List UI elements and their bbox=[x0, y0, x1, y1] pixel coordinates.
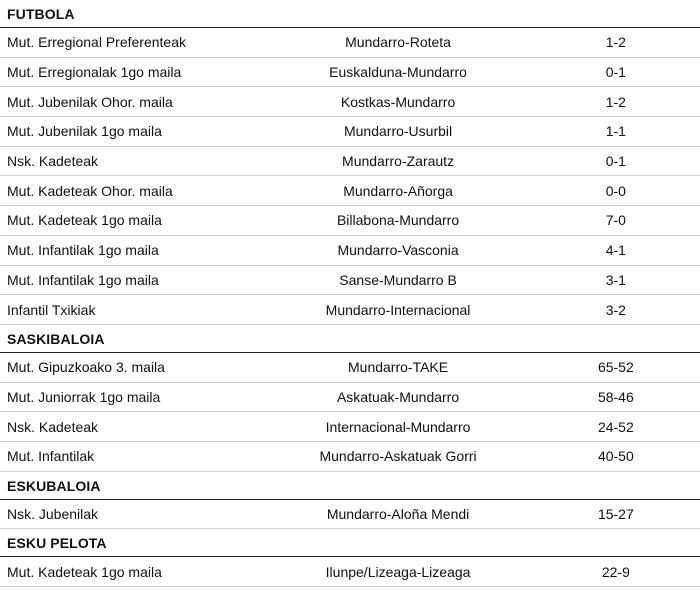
score-cell: 0-0 bbox=[605, 182, 626, 199]
table-row bbox=[0, 87, 700, 117]
match-cell: Mundarro-Askatuak Gorri bbox=[319, 448, 477, 465]
score-cell: 1-2 bbox=[605, 34, 626, 51]
category-cell: Infantil Txikiak bbox=[7, 301, 96, 318]
section-title: FUTBOLA bbox=[0, 0, 700, 28]
match-cell: Internacional-Mundarro bbox=[325, 418, 471, 435]
match-cell: Askatuak-Mundarro bbox=[336, 388, 460, 405]
category-cell: Mut. Infantilak bbox=[7, 448, 95, 465]
score-cell: 22-9 bbox=[601, 563, 630, 580]
section-eskubaloia bbox=[0, 472, 700, 530]
category-cell: Nsk. Jubenilak bbox=[7, 505, 99, 522]
section-title: ESKU PELOTA bbox=[0, 529, 700, 557]
score-cell: 40-50 bbox=[597, 448, 634, 465]
category-cell: Mut. Kadeteak 1go maila bbox=[7, 212, 162, 229]
table-row bbox=[0, 28, 700, 58]
match-cell: Mundarro-Vasconia bbox=[337, 242, 459, 259]
score-cell: 24-52 bbox=[597, 418, 634, 435]
category-cell: Mut. Jubenilak Ohor. maila bbox=[7, 93, 173, 110]
score-cell: 1-1 bbox=[605, 123, 626, 140]
category-cell: Mut. Juniorrak 1go maila bbox=[7, 388, 161, 405]
match-cell: Mundarro-Usurbil bbox=[343, 123, 453, 140]
match-cell: Mundarro-Roteta bbox=[345, 34, 451, 51]
table-row bbox=[0, 383, 700, 413]
match-cell: Billabona-Mundarro bbox=[336, 212, 460, 229]
section-saskibaloia bbox=[0, 325, 700, 472]
table-row bbox=[0, 295, 700, 325]
table-row bbox=[0, 412, 700, 442]
category-cell: Mut. Kadeteak Ohor. maila bbox=[7, 182, 173, 199]
table-row bbox=[0, 557, 700, 587]
score-cell: 1-2 bbox=[605, 93, 626, 110]
table-row bbox=[0, 442, 700, 472]
match-cell: Ilunpe/Lizeaga-Lizeaga bbox=[325, 563, 471, 580]
section-title: SASKIBALOIA bbox=[0, 325, 700, 353]
match-cell: Euskalduna-Mundarro bbox=[329, 64, 467, 81]
match-cell: Mundarro-Zarautz bbox=[342, 153, 455, 170]
category-cell: Mut. Gipuzkoako 3. maila bbox=[7, 359, 165, 376]
score-cell: 4-1 bbox=[605, 242, 626, 259]
score-cell: 65-52 bbox=[597, 359, 634, 376]
category-cell: Mut. Infantilak 1go maila bbox=[7, 271, 159, 288]
table-row bbox=[0, 147, 700, 177]
table-row bbox=[0, 353, 700, 383]
table-row bbox=[0, 236, 700, 266]
table-row bbox=[0, 266, 700, 296]
score-cell: 7-0 bbox=[605, 212, 626, 229]
category-cell: Mut. Erregional Preferenteak bbox=[7, 34, 186, 51]
score-cell: 0-1 bbox=[605, 153, 626, 170]
category-cell: Mut. Infantilak 1go maila bbox=[7, 242, 159, 259]
category-cell: Mut. Kadeteak 1go maila bbox=[7, 563, 162, 580]
category-cell: Nsk. Kadeteak bbox=[7, 153, 99, 170]
table-row bbox=[0, 206, 700, 236]
score-cell: 3-1 bbox=[605, 271, 626, 288]
category-cell: Mut. Erregionalak 1go maila bbox=[7, 64, 182, 81]
table-row bbox=[0, 176, 700, 206]
score-cell: 58-46 bbox=[597, 388, 634, 405]
match-cell: Sanse-Mundarro B bbox=[339, 271, 457, 288]
category-cell: Nsk. Kadeteak bbox=[7, 418, 99, 435]
category-cell: Mut. Jubenilak 1go maila bbox=[7, 123, 162, 140]
match-cell: Mundarro-Internacional bbox=[325, 301, 471, 318]
table-row bbox=[0, 500, 700, 530]
section-esku-pelota bbox=[0, 529, 700, 587]
section-title: ESKUBALOIA bbox=[0, 472, 700, 500]
table-row bbox=[0, 58, 700, 88]
match-cell: Mundarro-TAKE bbox=[348, 359, 449, 376]
table-row bbox=[0, 117, 700, 147]
score-cell: 15-27 bbox=[597, 505, 634, 522]
score-cell: 0-1 bbox=[605, 64, 626, 81]
match-cell: Mundarro-Añorga bbox=[343, 182, 453, 199]
score-cell: 3-2 bbox=[605, 301, 626, 318]
match-cell: Kostkas-Mundarro bbox=[340, 93, 456, 110]
match-cell: Mundarro-Aloña Mendi bbox=[326, 505, 470, 522]
